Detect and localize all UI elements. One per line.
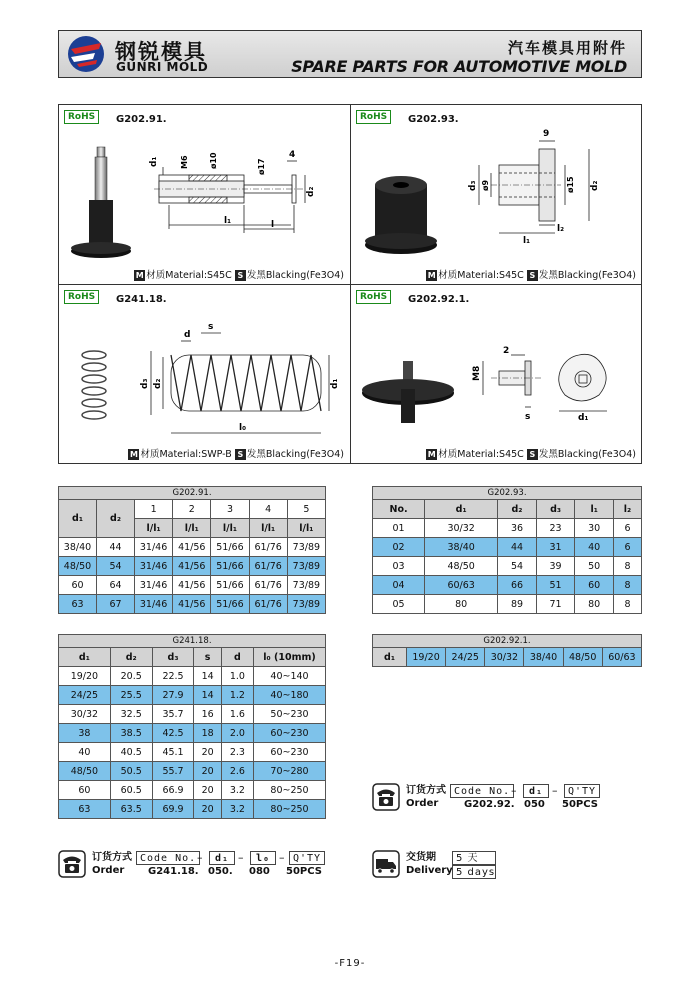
table-cell: 38/40 [59,538,97,557]
table-cell: 73/89 [287,557,325,576]
dim-l1: l₁ [523,236,531,246]
table-cell: 80~250 [254,800,326,819]
dim-d: d [184,330,191,340]
sub-header: l/l₁ [211,519,249,538]
table-cell: 04 [373,576,425,595]
separator: – [279,851,285,864]
table-cell: 60~230 [254,743,326,762]
material-tag: M [129,450,138,459]
table-cell: 50~230 [254,705,326,724]
order-label: 订货方式 Order [92,852,132,876]
g202921-photo [362,361,454,423]
logo-english: GUNRI MOLD [116,60,209,74]
table-cell: 1.6 [221,705,253,724]
g202921-drawing [351,285,642,463]
table-cell: 31/46 [135,595,173,614]
col-header: d₃ [536,500,575,519]
dim-phi17: ø17 [257,158,266,175]
table-g24118 [58,634,326,819]
dim-l0: l₀ [239,423,247,433]
col-header: l₁ [575,500,614,519]
dim-nine: 9 [543,129,550,139]
separator: – [238,851,244,864]
table-cell: 20.5 [110,667,152,686]
table-cell: 31/46 [135,557,173,576]
table-cell: 51 [536,576,575,595]
table-cell: 20 [194,800,221,819]
table-cell: 70~280 [254,762,326,781]
table-cell: 40 [59,743,111,762]
sub-header: l/l₁ [135,519,173,538]
table-body [373,519,642,614]
col-header: No. [373,500,425,519]
material-note: M 材质Material:SWP-B S 发黑Blacking(Fe3O4) [129,449,344,460]
col-header: d₃ [152,648,194,667]
table-cell: 3.2 [221,800,253,819]
table-cell: 8 [613,576,641,595]
table-cell: 51/66 [211,595,249,614]
code-no-box: Code No. [136,851,200,865]
l0-box: l₀ [250,851,276,865]
table-g20291 [58,486,326,614]
header-title-chinese: 汽车模具用附件 [507,39,627,57]
g20293-photo [365,176,437,254]
delivery-label: 交货期 Delivery [406,852,453,876]
panel-g24118 [59,285,351,463]
g20293-drawing [351,105,642,285]
logo-chinese: 钢锐模具 [115,40,207,64]
table-cell: 60/63 [602,648,641,667]
dim-phi10: ø10 [209,152,218,169]
table-cell: 16 [194,705,221,724]
panel-g20291 [59,105,351,285]
qty-box: Q'TY [564,784,600,798]
table-row [59,595,326,614]
col-number: 1 [135,500,173,519]
table-cell: 35.7 [152,705,194,724]
table-cell: 01 [373,519,425,538]
table-row [373,595,642,614]
separator: – [197,851,203,864]
order-g24118 [58,850,338,882]
g20291-photo [71,147,131,258]
table-cell: 48/50 [563,648,602,667]
table-cell: 6 [613,519,641,538]
product-code: G202.92.1. [408,294,470,305]
table-row [59,724,326,743]
table-row [59,743,326,762]
table-row [59,576,326,595]
sub-header: l/l₁ [287,519,325,538]
order-d1-value: 050 [524,799,545,810]
col-header: d₂ [498,500,537,519]
col-number: 5 [287,500,325,519]
table-cell: 41/56 [173,576,211,595]
col-header: d₁ [59,500,97,538]
table-cell: 2.3 [221,743,253,762]
table-cell: 80~250 [254,781,326,800]
table-cell: 32.5 [110,705,152,724]
table-cell: 30/32 [59,705,111,724]
table-cell: 60 [59,576,97,595]
table-cell: 50.5 [110,762,152,781]
material-note: M 材质Material:S45C S 发黑Blacking(Fe3O4) [427,449,636,460]
order-code-value: G202.92. [464,799,515,810]
table-row [373,519,642,538]
table-caption: G202.91. [59,487,326,500]
table-cell: 80 [575,595,614,614]
dim-phi15: ø15 [566,176,575,193]
col-number: 2 [173,500,211,519]
phone-icon [58,850,86,878]
delivery-info [372,850,572,882]
dim-d2: d₂ [153,378,163,389]
table-row [59,705,326,724]
dim-d3: d₃ [468,180,478,191]
table-cell: 05 [373,595,425,614]
phone-icon [372,783,400,811]
separator: – [511,784,517,797]
table-cell: 66.9 [152,781,194,800]
col-header: d₂ [110,648,152,667]
rohs-badge: RoHS [356,110,391,124]
table-cell: 1.2 [221,686,253,705]
col-header: l₂ [613,500,641,519]
table-cell: 69.9 [152,800,194,819]
table-cell: 19/20 [407,648,446,667]
table-cell: 38.5 [110,724,152,743]
table-cell: 41/56 [173,595,211,614]
table-cell: 63 [59,800,111,819]
dim-phi9: ø9 [481,179,490,191]
dim-four: 4 [289,150,296,160]
order-code-value: G241.18. [148,866,199,877]
finish-tag: S [235,270,246,281]
table-cell: 41/56 [173,538,211,557]
g202921-front [559,354,607,411]
panel-g20293 [351,105,642,285]
dim-l1: l₁ [224,216,232,226]
col-header: d₂ [97,500,135,538]
col-header: s [194,648,221,667]
table-body [59,667,326,819]
table-cell: 1.0 [221,667,253,686]
material-note: M 材质Material:S45C S 发黑Blacking(Fe3O4) [427,270,636,281]
table-cell: 42.5 [152,724,194,743]
col-header: d₁ [425,500,498,519]
table-cell: 24/25 [446,648,485,667]
table-row [59,667,326,686]
table-cell: 73/89 [287,538,325,557]
table-cell: 40~140 [254,667,326,686]
table-cell: 61/76 [249,576,287,595]
table-cell: 19/20 [59,667,111,686]
table-cell: 38/40 [425,538,498,557]
order-d1-value: 050. [208,866,233,877]
table-cell: 02 [373,538,425,557]
table-cell: 8 [613,595,641,614]
table-cell: 40.5 [110,743,152,762]
table-cell: 39 [536,557,575,576]
table-cell: 20 [194,743,221,762]
table-cell: 50 [575,557,614,576]
table-cell: 60~230 [254,724,326,743]
table-caption: G241.18. [59,635,326,648]
table-cell: 66 [498,576,537,595]
gunri-logo-icon [65,35,107,73]
table-cell: 8 [613,557,641,576]
table-cell: 38 [59,724,111,743]
table-cell: 51/66 [211,576,249,595]
table-cell: 63.5 [110,800,152,819]
table-cell: 60 [575,576,614,595]
table-cell: 45.1 [152,743,194,762]
product-code: G202.93. [408,114,459,125]
table-cell: 14 [194,667,221,686]
rohs-badge: RoHS [64,290,99,304]
table-cell: 18 [194,724,221,743]
table-cell: 64 [97,576,135,595]
table-cell: 40~180 [254,686,326,705]
table-cell: 40 [575,538,614,557]
dim-s: s [208,322,214,332]
dim-l2: l₂ [557,224,565,234]
table-cell: 31/46 [135,538,173,557]
table-g20293 [372,486,642,614]
d1-box: d₁ [523,784,549,798]
table-cell: 71 [536,595,575,614]
table-cell: 80 [425,595,498,614]
dim-d2: d₂ [590,180,600,191]
table-cell: 54 [498,557,537,576]
table-cell: 54 [97,557,135,576]
table-cell: 22.5 [152,667,194,686]
sub-header: l/l₁ [249,519,287,538]
table-cell: 48/50 [425,557,498,576]
d1-box: d₁ [209,851,235,865]
page-number: -F19- [334,958,366,969]
header-title-english: SPARE PARTS FOR AUTOMOTIVE MOLD [291,57,627,76]
product-code: G241.18. [116,294,167,305]
table-cell: 20 [194,762,221,781]
table-cell: 55.7 [152,762,194,781]
table-cell: 61/76 [249,538,287,557]
g202921-side [483,355,541,407]
col-header: d₁ [59,648,111,667]
table-cell: 30 [575,519,614,538]
g24118-drawing [59,285,351,463]
table-cell: 44 [97,538,135,557]
page-header [58,30,642,78]
row-header: d₁ [373,648,407,667]
col-header: l₀ (10mm) [254,648,326,667]
table-cell: 61/76 [249,595,287,614]
separator: – [552,784,558,797]
dim-d1: d₁ [330,378,340,389]
rohs-badge: RoHS [64,110,99,124]
table-cell: 31 [536,538,575,557]
panel-g202921 [351,285,642,463]
table-body [59,538,326,614]
finish-tag: S [527,270,538,281]
order-g20292 [372,783,642,815]
table-cell: 24/25 [59,686,111,705]
dim-d2: d₂ [306,186,316,197]
table-cell: 48/50 [59,557,97,576]
table-cell: 6 [613,538,641,557]
table-cell: 44 [498,538,537,557]
g20291-drawing [59,105,351,285]
material-note: M 材质Material:S45C S 发黑Blacking(Fe3O4) [135,270,344,281]
table-cell: 60/63 [425,576,498,595]
dim-two: 2 [503,346,510,356]
dim-d1: d₁ [149,156,159,167]
sub-header: l/l₁ [173,519,211,538]
dim-s: s [525,412,531,422]
table-cell: 27.9 [152,686,194,705]
table-cell: 73/89 [287,576,325,595]
dim-l: l [271,220,275,230]
table-cell: 48/50 [59,762,111,781]
delivery-days-en: 5 days [452,865,496,879]
table-cell: 51/66 [211,557,249,576]
table-cell: 14 [194,686,221,705]
table-row [373,557,642,576]
dim-d3: d₃ [140,378,150,389]
finish-tag: S [527,449,538,460]
rohs-badge: RoHS [356,290,391,304]
table-cell: 25.5 [110,686,152,705]
spring-photo-icon [82,351,106,419]
code-no-box: Code No. [450,784,514,798]
order-l0-value: 080 [249,866,270,877]
table-row [373,538,642,557]
dim-m8: M8 [472,365,482,381]
table-cell: 51/66 [211,538,249,557]
material-tag: M [427,271,436,280]
order-qty-value: 50PCS [286,866,322,877]
spring-drawing [151,333,329,433]
delivery-days-cn: 5 天 [452,851,496,865]
table-cell: 30/32 [425,519,498,538]
table-cell: 67 [97,595,135,614]
table-row [59,686,326,705]
order-label: 订货方式 Order [406,785,446,809]
table-cell: 2.6 [221,762,253,781]
table-g202921 [372,634,642,667]
finish-tag: S [235,449,246,460]
table-row [59,781,326,800]
table-caption: G202.92.1. [373,635,642,648]
table-row [59,557,326,576]
qty-box: Q'TY [289,851,325,865]
table-cell: 38/40 [524,648,563,667]
material-tag: M [135,271,144,280]
table-cell: 03 [373,557,425,576]
table-cell: 61/76 [249,557,287,576]
table-cell: 36 [498,519,537,538]
order-qty-value: 50PCS [562,799,598,810]
table-cell: 63 [59,595,97,614]
table-cell: 3.2 [221,781,253,800]
table-caption: G202.93. [373,487,642,500]
table-cell: 60.5 [110,781,152,800]
table-row [59,762,326,781]
table-cell: 31/46 [135,576,173,595]
col-header: d [221,648,253,667]
table-cell: 60 [59,781,111,800]
table-row [373,576,642,595]
col-number: 3 [211,500,249,519]
material-tag: M [427,450,436,459]
col-number: 4 [249,500,287,519]
table-cell: 20 [194,781,221,800]
truck-icon [372,850,400,878]
table-cell: 41/56 [173,557,211,576]
table-row [59,800,326,819]
table-cell: 2.0 [221,724,253,743]
table-cell: 73/89 [287,595,325,614]
product-code: G202.91. [116,114,167,125]
table-cell: 23 [536,519,575,538]
table-cell: 30/32 [485,648,524,667]
table-row [59,538,326,557]
drawing-panels [58,104,642,464]
dim-m: M6 [180,155,189,169]
dim-d1: d₁ [578,413,589,423]
table-cell: 89 [498,595,537,614]
